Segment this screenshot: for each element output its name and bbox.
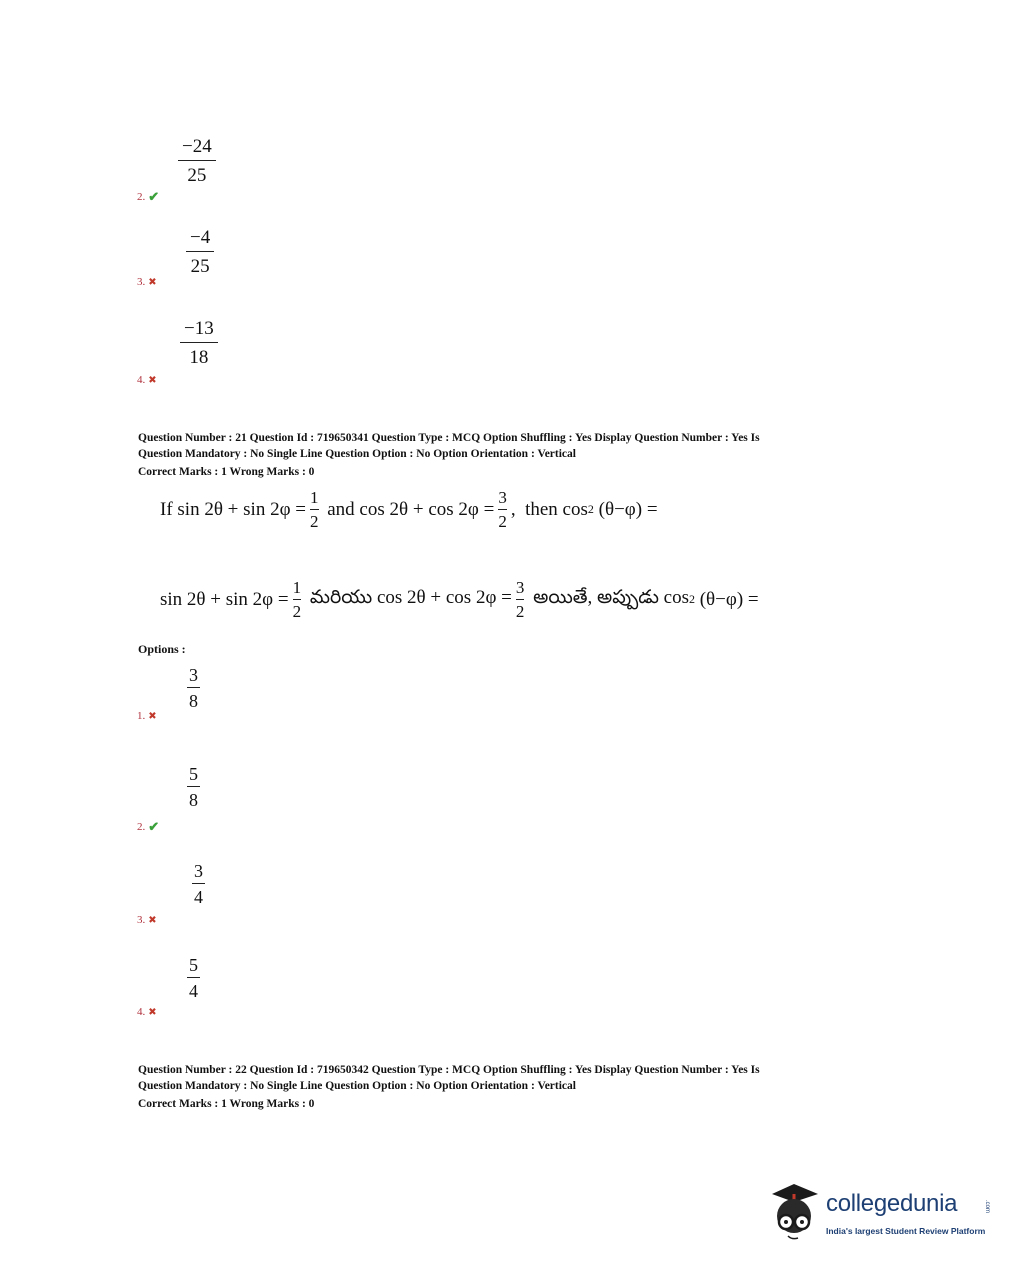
check-icon: ✔ <box>148 189 160 204</box>
numerator: 5 <box>189 955 198 975</box>
option-2-fraction <box>187 765 200 809</box>
prev-option-2-number: 2. ✔ <box>137 189 160 204</box>
option-1-number: 1. ✖ <box>137 710 157 722</box>
denominator: 8 <box>189 790 198 810</box>
numerator: 5 <box>189 764 198 784</box>
denominator: 25 <box>187 165 207 186</box>
brand-name: collegedunia <box>826 1190 958 1217</box>
fraction: 3 2 <box>515 578 525 621</box>
denominator: 4 <box>189 981 198 1001</box>
prev-option-2-fraction <box>178 137 216 185</box>
option-3-fraction <box>192 862 205 906</box>
numerator: −24 <box>182 136 212 157</box>
fraction: 3 2 <box>498 488 507 531</box>
numerator: 3 <box>189 665 198 685</box>
denominator: 4 <box>194 887 203 907</box>
cross-icon: ✖ <box>148 374 157 386</box>
option-4-fraction <box>187 956 200 1000</box>
denominator: 18 <box>189 347 209 368</box>
option-1-fraction <box>187 666 200 710</box>
option-4-number: 4. ✖ <box>137 1006 157 1018</box>
brand-tagline: India's largest Student Review Platform <box>826 1226 986 1236</box>
prev-option-3-fraction <box>186 228 214 276</box>
check-icon: ✔ <box>148 819 160 834</box>
denominator: 25 <box>190 256 210 277</box>
question-22-meta: Question Number : 22 Question Id : 719650342 Question Type : MCQ Option Shuffling : Yes Display Question Number : Yes Is Question Mandatory : No Single Line Question Option : No Option Orientation : Vertical Correct Marks : 1 Wrong Marks : 0 <box>138 1064 760 1110</box>
fraction: 1 2 <box>310 488 319 531</box>
cross-icon: ✖ <box>148 276 157 288</box>
question-21-telugu-text: sin 2θ + sin 2φ = 1 2 మరియు cos 2θ + cos 2φ = 3 2 అయితే, అప్పుడు cos 2 (θ−φ) = <box>160 578 759 621</box>
numerator: 3 <box>194 861 203 881</box>
question-21-meta: Question Number : 21 Question Id : 719650341 Question Type : MCQ Option Shuffling : Yes Display Question Number : Yes Is Question Mandatory : No Single Line Question Option : No Option Orientation : Vertical Correct Marks : 1 Wrong Marks : 0 <box>138 432 760 478</box>
brand-suffix: .com <box>984 1200 990 1214</box>
prev-option-3-number: 3. ✖ <box>137 276 157 288</box>
option-3-number: 3. ✖ <box>137 914 157 926</box>
question-21-english-text: If sin 2θ + sin 2φ = 1 2 and cos 2θ + cos 2φ = 3 2 , then cos 2 (θ−φ) = <box>160 488 658 531</box>
denominator: 8 <box>189 691 198 711</box>
numerator: −4 <box>190 227 211 248</box>
cross-icon: ✖ <box>148 1006 157 1018</box>
cross-icon: ✖ <box>148 710 157 722</box>
prev-option-4-fraction <box>180 319 218 367</box>
numerator: −13 <box>184 318 214 339</box>
option-2-number: 2. ✔ <box>137 819 160 834</box>
fraction: 1 2 <box>292 578 302 621</box>
prev-option-4-number: 4. ✖ <box>137 374 157 386</box>
cross-icon: ✖ <box>148 914 157 926</box>
options-label: Options : <box>138 642 186 656</box>
